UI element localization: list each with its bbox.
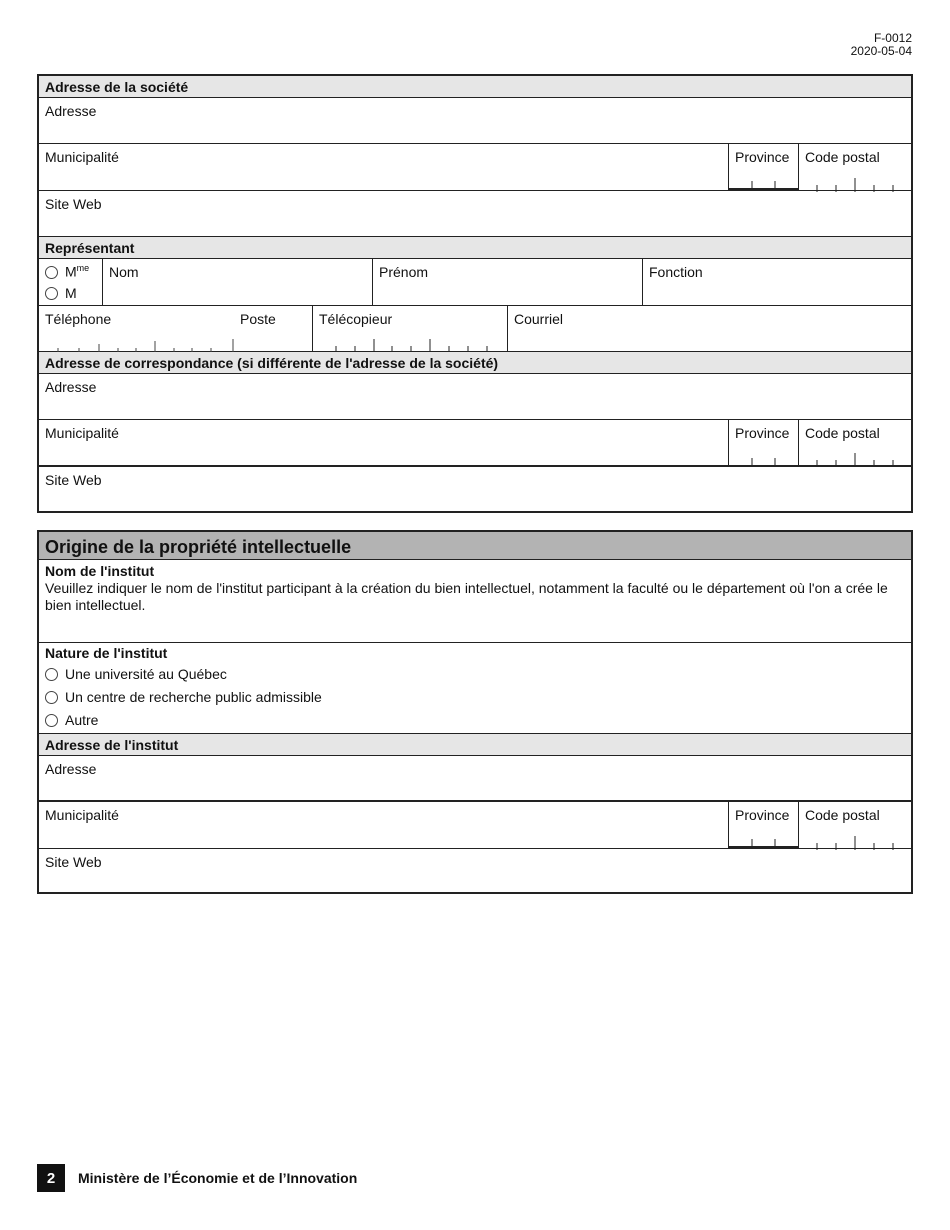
radio-circle-icon[interactable] [45, 714, 58, 727]
last-name-field[interactable] [102, 259, 372, 305]
form-number: F-0012 [873, 31, 912, 45]
company-city-row [39, 144, 911, 191]
correspondence-address-label: Adresse [45, 379, 97, 395]
ministry-name: Ministère de l’Économie et de l’Innovation [78, 1170, 358, 1186]
company-address-field[interactable] [39, 98, 911, 144]
institute-province-field[interactable] [728, 802, 798, 848]
institute-address-label: Adresse [45, 761, 97, 777]
company-province-label: Province [735, 149, 790, 165]
institute-type-label: Nature de l'institut [45, 645, 168, 661]
institute-name-description: Veuillez indiquer le nom de l'institut participant à la création du bien intellectuel, notamment la faculté ou le département où l'on a crée le bien intellectuel. [45, 580, 888, 613]
correspondence-postal-field[interactable] [798, 420, 913, 465]
company-section [37, 74, 913, 513]
page-footer [37, 1164, 357, 1192]
company-address-label: Adresse [45, 103, 97, 119]
company-city-field[interactable] [39, 144, 728, 190]
institute-website-field[interactable] [39, 849, 911, 894]
institute-postal-label: Code postal [805, 807, 880, 823]
correspondence-province-field[interactable] [728, 420, 798, 465]
last-name-label: Nom [109, 264, 139, 280]
representative-name-row [39, 259, 911, 306]
company-postal-field[interactable] [798, 144, 913, 190]
page-number: 2 [37, 1164, 65, 1192]
representative-header: Représentant [39, 237, 911, 259]
postal-ticks [799, 453, 914, 465]
first-name-label: Prénom [379, 264, 429, 280]
option-other[interactable]: Autre [45, 712, 98, 728]
correspondence-province-label: Province [735, 425, 790, 441]
institute-city-label: Municipalité [45, 807, 119, 823]
province-ticks [729, 176, 799, 188]
institute-address-header: Adresse de l'institut [39, 734, 911, 756]
company-website-label: Site Web [45, 196, 102, 212]
radio-circle-icon[interactable] [45, 691, 58, 704]
correspondence-city-label: Municipalité [45, 425, 119, 441]
title-choice [39, 259, 102, 305]
position-label: Fonction [649, 264, 703, 280]
radio-circle-icon[interactable] [45, 266, 58, 279]
radio-m[interactable]: M [45, 285, 77, 301]
radio-circle-icon[interactable] [45, 668, 58, 681]
institute-province-label: Province [735, 807, 790, 823]
first-name-field[interactable] [372, 259, 642, 305]
option-university[interactable]: Une université au Québec [45, 666, 227, 682]
extension-label: Poste [240, 311, 276, 327]
company-city-label: Municipalité [45, 149, 119, 165]
correspondence-address-field[interactable] [39, 374, 911, 420]
correspondence-postal-label: Code postal [805, 425, 880, 441]
ip-origin-header: Origine de la propriété intellectuelle [39, 532, 911, 560]
correspondence-city-field[interactable] [39, 420, 728, 465]
institute-address-field[interactable] [39, 756, 911, 802]
ip-origin-section [37, 530, 913, 894]
phone-label: Téléphone [45, 311, 112, 327]
form-date: 2020-05-04 [850, 44, 912, 58]
company-postal-label: Code postal [805, 149, 880, 165]
institute-city-row [39, 802, 911, 849]
company-website-field[interactable] [39, 191, 911, 237]
radio-mme[interactable]: $M^{me}$ [45, 263, 89, 280]
institute-name-label: Nom de l'institut [45, 563, 155, 579]
institute-postal-field[interactable] [798, 802, 913, 848]
correspondence-website-field[interactable] [39, 467, 911, 512]
postal-ticks [799, 178, 914, 190]
institute-name-field[interactable] [39, 560, 911, 643]
fax-label: Télécopieur [319, 311, 393, 327]
representative-contact-row [39, 306, 911, 352]
phone-ticks [39, 339, 312, 351]
postal-ticks [799, 836, 914, 848]
email-field[interactable] [507, 306, 913, 351]
institute-type-row [39, 643, 911, 734]
province-ticks [729, 453, 799, 465]
company-province-field[interactable] [728, 144, 798, 190]
fax-field[interactable] [312, 306, 507, 351]
fax-ticks [313, 339, 508, 351]
institute-name-text [45, 563, 891, 614]
institute-website-label: Site Web [45, 854, 102, 870]
correspondence-website-label: Site Web [45, 472, 102, 488]
correspondence-city-row [39, 420, 911, 467]
form-code [851, 32, 912, 58]
phone-field[interactable] [39, 306, 312, 351]
correspondence-header: Adresse de correspondance (si différente de l'adresse de la société) [39, 352, 911, 374]
option-research-center[interactable]: Un centre de recherche public admissible [45, 689, 322, 705]
province-ticks [729, 834, 799, 846]
email-label: Courriel [514, 311, 564, 327]
institute-city-field[interactable] [39, 802, 728, 848]
position-field[interactable] [642, 259, 913, 305]
radio-circle-icon[interactable] [45, 287, 58, 300]
company-address-header: Adresse de la société [39, 76, 911, 98]
